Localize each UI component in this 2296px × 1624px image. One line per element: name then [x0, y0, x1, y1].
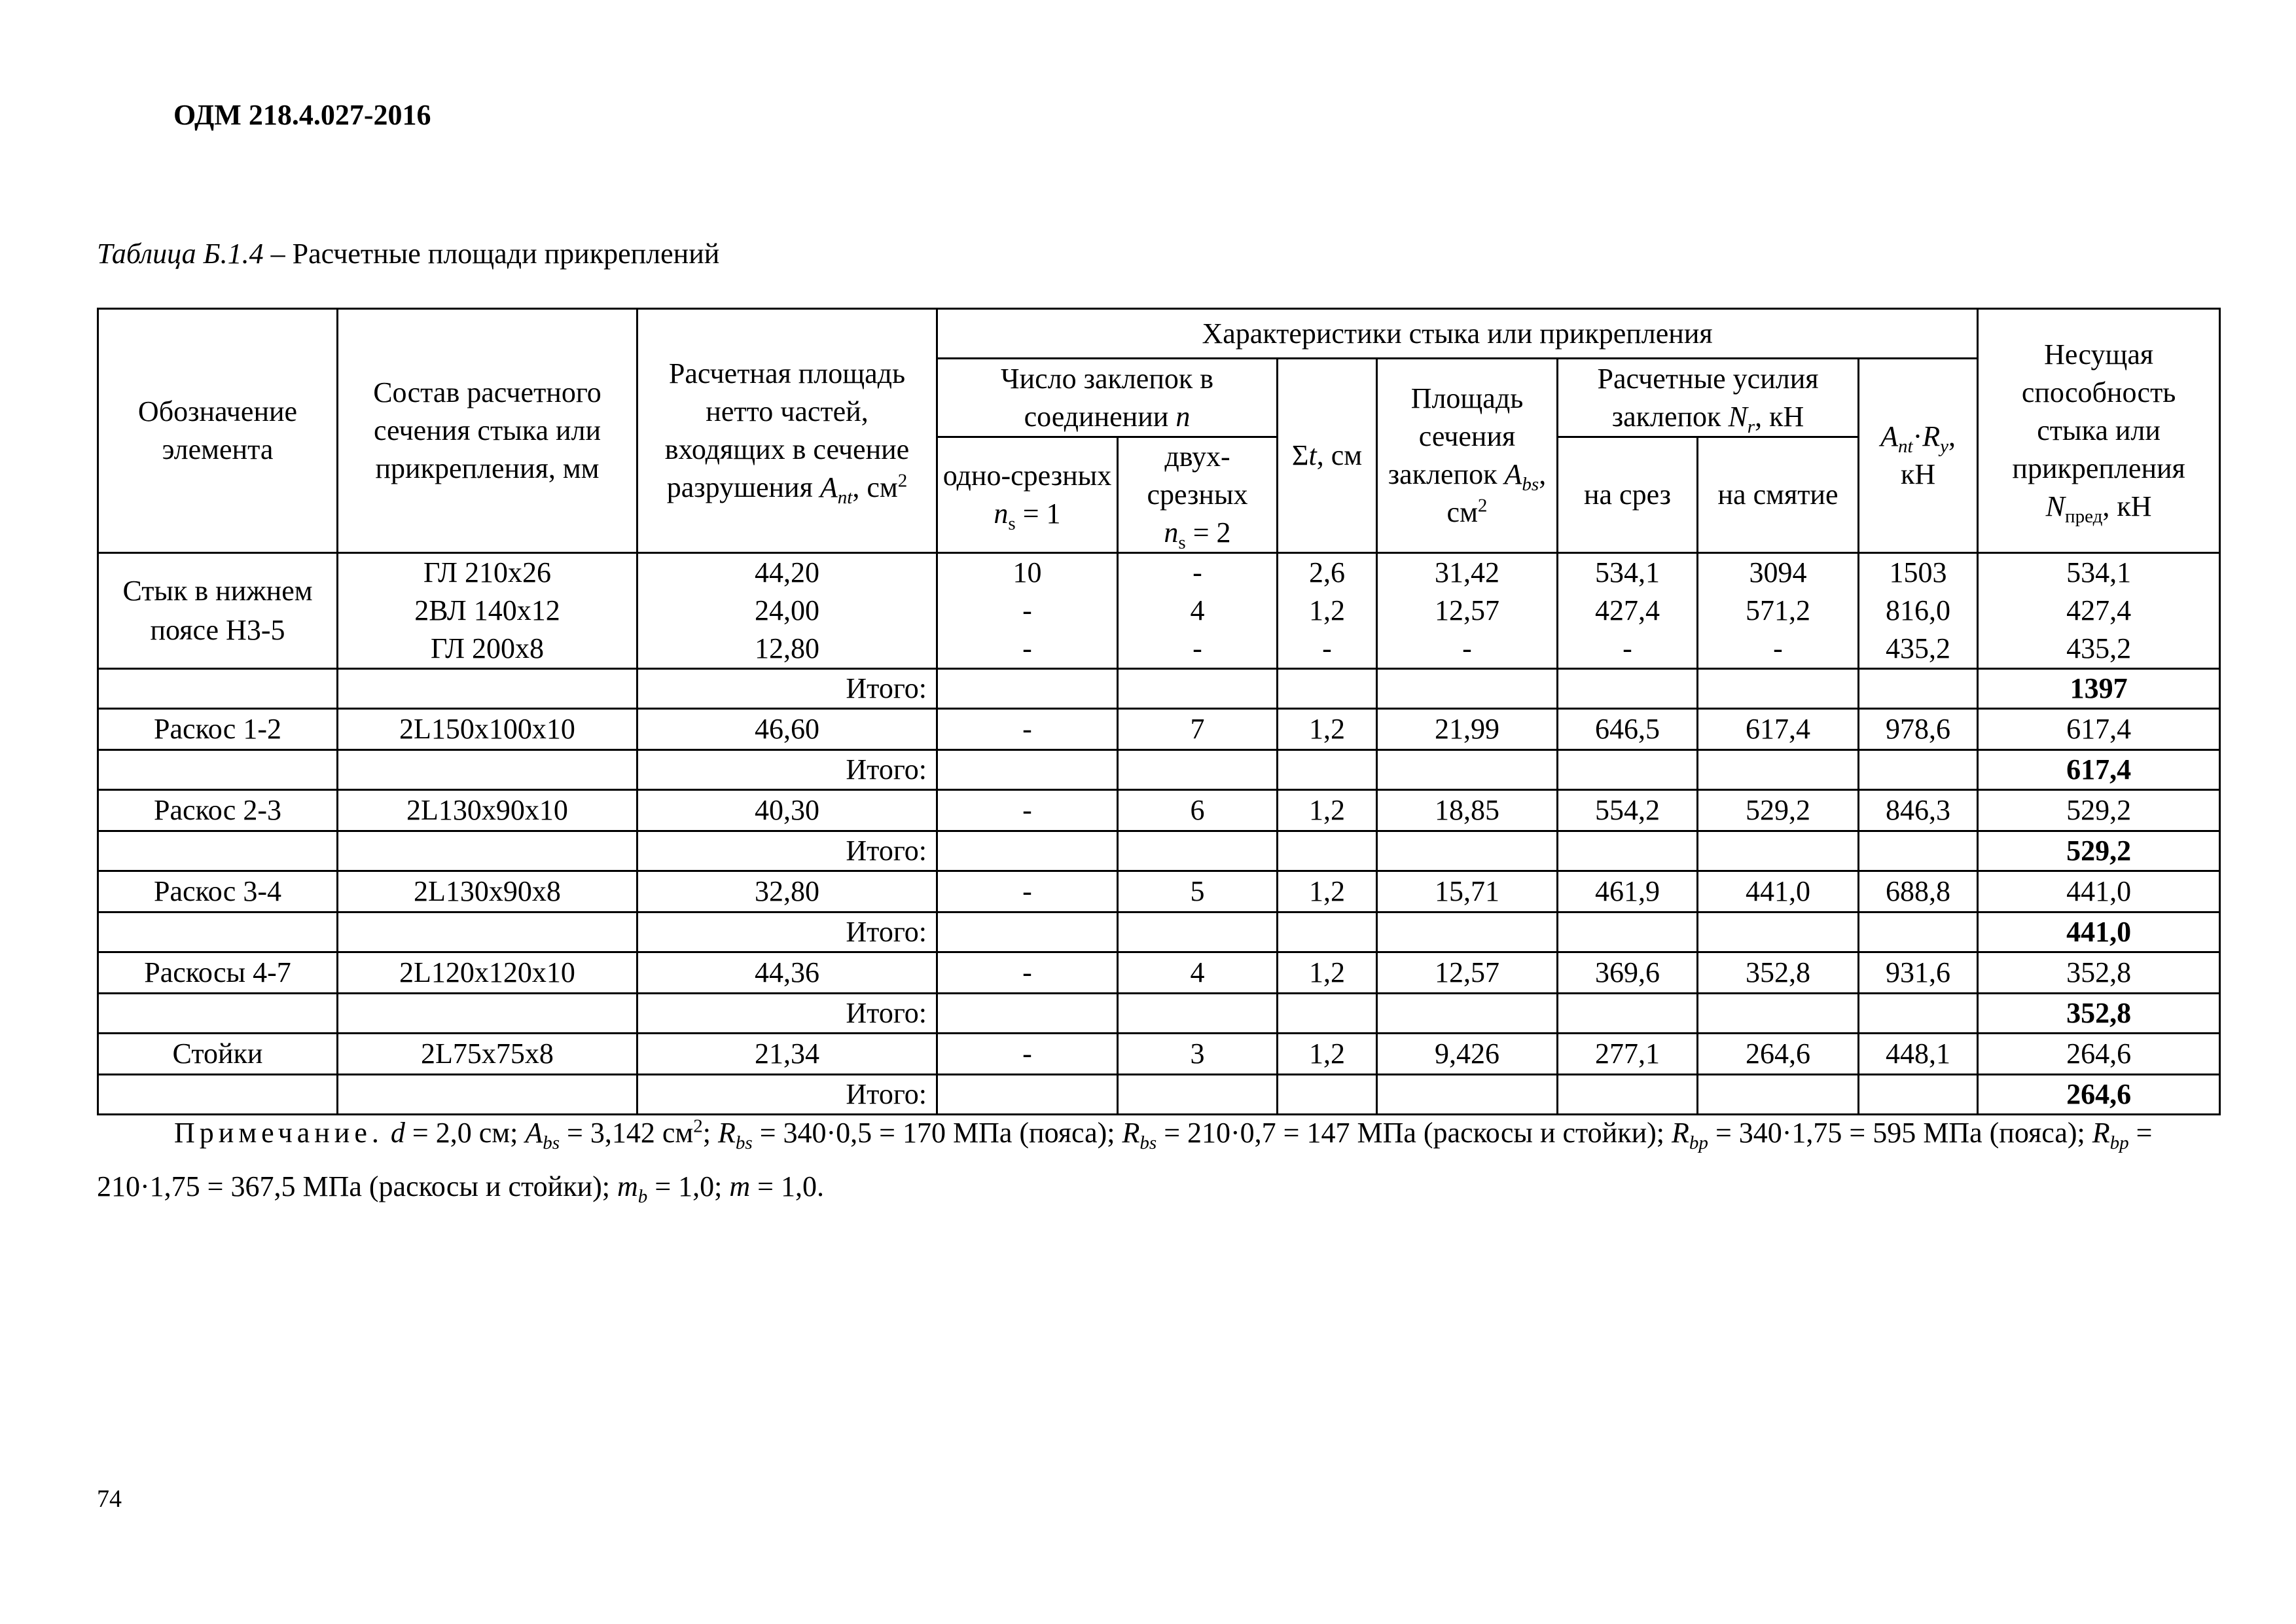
- total-empty: [1118, 831, 1278, 871]
- total-empty: [1698, 994, 1859, 1034]
- header-forces: [1558, 359, 1859, 437]
- note-m-value: = 1,0.: [750, 1170, 824, 1202]
- total-empty: [937, 831, 1118, 871]
- cell-net-area: 46,60: [637, 709, 937, 750]
- table-row: [98, 952, 2220, 994]
- total-empty: [1377, 831, 1558, 871]
- cell-capacity: 441,0: [1978, 871, 2220, 912]
- header-net-area-sup: 2: [897, 470, 908, 492]
- total-empty: [937, 669, 1118, 709]
- cell-element: Стойки: [98, 1034, 338, 1075]
- table-row: [98, 871, 2220, 912]
- header-single-shear-text: одно-срезных: [942, 460, 1112, 492]
- header-single-shear-sym: n: [994, 497, 1009, 530]
- cell-element: Раскосы 4-7: [98, 952, 338, 994]
- header-forces-unit: , кН: [1755, 400, 1804, 433]
- cell-double-shear: 4: [1118, 952, 1278, 994]
- cell-section: 2ВЛ 140х12: [338, 592, 637, 630]
- cell-ant-ry: 688,8: [1859, 871, 1978, 912]
- header-net-area-unit: см: [867, 471, 898, 503]
- note-rbp1-sym: R: [1672, 1117, 1689, 1149]
- note-rbs2-sym: R: [1122, 1117, 1140, 1149]
- total-empty: [1558, 669, 1698, 709]
- header-double-shear: [1118, 437, 1278, 553]
- table-head: [98, 309, 2220, 553]
- page-number: 74: [97, 1485, 122, 1513]
- table-row: [98, 1034, 2220, 1075]
- cell-single-shear: -: [937, 709, 1118, 750]
- cell-section: 2L120x120x10: [338, 952, 637, 994]
- cell-rivet-area: 18,85: [1377, 790, 1558, 831]
- header-forces-sym: N: [1728, 400, 1748, 433]
- cell-single-shear: 10: [937, 553, 1118, 592]
- cell-net-area: 12,80: [637, 630, 937, 669]
- header-sum-t: [1278, 359, 1377, 553]
- total-empty-section: [338, 669, 637, 709]
- total-empty: [1278, 994, 1377, 1034]
- cell-sum-t: 1,2: [1278, 952, 1377, 994]
- total-value: 617,4: [1978, 750, 2220, 790]
- cell-double-shear: 5: [1118, 871, 1278, 912]
- table-group: [98, 790, 2220, 831]
- total-empty: [1859, 750, 1978, 790]
- table-total-group: [98, 669, 2220, 709]
- total-label: Итого:: [637, 669, 937, 709]
- document-code: ОДМ 218.4.027-2016: [173, 99, 431, 131]
- header-section: Состав расчетного сечения стыка или прикрепления, мм: [338, 309, 637, 553]
- header-ant-ry-unit: , кН: [1900, 420, 1956, 490]
- header-capacity-unit: , кН: [2102, 490, 2152, 522]
- cell-sum-t: 1,2: [1278, 709, 1377, 750]
- table-row: [98, 553, 2220, 592]
- total-empty-element: [98, 669, 338, 709]
- header-shear: на срез: [1558, 437, 1698, 553]
- cell-sum-t: 1,2: [1278, 592, 1377, 630]
- total-row: [98, 994, 2220, 1034]
- note-label: Примечание.: [174, 1117, 384, 1149]
- cell-double-shear: -: [1118, 553, 1278, 592]
- note-abs-value: = 3,142 см: [560, 1117, 694, 1149]
- total-empty-section: [338, 831, 637, 871]
- total-value: 264,6: [1978, 1075, 2220, 1115]
- cell-single-shear: -: [937, 952, 1118, 994]
- total-label: Итого:: [637, 1075, 937, 1115]
- header-characteristics: Характеристики стыка или прикрепления: [937, 309, 1978, 359]
- cell-double-shear: -: [1118, 630, 1278, 669]
- header-ant-ry-r-sub: y: [1940, 435, 1948, 457]
- cell-section: 2L130x90x10: [338, 790, 637, 831]
- header-single-shear-val: = 1: [1015, 497, 1061, 530]
- table-row: [98, 790, 2220, 831]
- table-group: [98, 553, 2220, 669]
- cell-net-area: 40,30: [637, 790, 937, 831]
- total-empty: [1377, 750, 1558, 790]
- header-rivet-area-sup: 2: [1477, 495, 1488, 516]
- cell-crush-force: 617,4: [1698, 709, 1859, 750]
- note-rbp2-value: = 210·1,75 = 367,5 МПа (раскосы и стойки);: [97, 1117, 2153, 1202]
- total-empty: [1698, 750, 1859, 790]
- total-empty-element: [98, 994, 338, 1034]
- total-empty-element: [98, 912, 338, 952]
- header-double-shear-sub: s: [1178, 532, 1186, 553]
- header-capacity-sub: пред: [2065, 505, 2103, 527]
- cell-capacity: 617,4: [1978, 709, 2220, 750]
- total-empty: [1118, 912, 1278, 952]
- table-group: [98, 709, 2220, 750]
- table-total-group: [98, 750, 2220, 790]
- table-group: [98, 871, 2220, 912]
- cell-rivet-area: 12,57: [1377, 592, 1558, 630]
- header-ant-ry: [1859, 359, 1978, 553]
- header-rivet-area-sym: A: [1504, 458, 1522, 490]
- header-forces-text: Расчетные усилия заклепок: [1597, 362, 1819, 433]
- cell-section: 2L150x100x10: [338, 709, 637, 750]
- cell-shear-force: 534,1: [1558, 553, 1698, 592]
- cell-rivet-area: 9,426: [1377, 1034, 1558, 1075]
- total-label: Итого:: [637, 750, 937, 790]
- header-ant-ry-dot: ·: [1912, 420, 1923, 452]
- total-label: Итого:: [637, 994, 937, 1034]
- total-empty: [1278, 669, 1377, 709]
- header-sum-t-sigma: Σ: [1291, 439, 1309, 471]
- note-rbp2-sym: R: [2092, 1117, 2110, 1149]
- cell-sum-t: 1,2: [1278, 790, 1377, 831]
- header-rivet-count-text: Число заклепок в соединении: [1000, 362, 1214, 433]
- cell-double-shear: 4: [1118, 592, 1278, 630]
- cell-capacity: 529,2: [1978, 790, 2220, 831]
- cell-crush-force: 441,0: [1698, 871, 1859, 912]
- cell-sum-t: 2,6: [1278, 553, 1377, 592]
- table-caption: [97, 237, 719, 270]
- note-rbs2-sub: bs: [1139, 1132, 1157, 1153]
- total-empty-section: [338, 912, 637, 952]
- cell-capacity: 534,1: [1978, 553, 2220, 592]
- total-label: Итого:: [637, 831, 937, 871]
- caption-label: Таблица Б.1.4: [97, 238, 264, 270]
- cell-single-shear: -: [937, 790, 1118, 831]
- total-row: [98, 669, 2220, 709]
- cell-shear-force: 277,1: [1558, 1034, 1698, 1075]
- table-group: [98, 1034, 2220, 1075]
- cell-shear-force: 646,5: [1558, 709, 1698, 750]
- caption-dash: –: [263, 238, 293, 270]
- cell-rivet-area: 21,99: [1377, 709, 1558, 750]
- header-rivet-area-sub: bs: [1522, 473, 1539, 495]
- cell-section: 2L75x75x8: [338, 1034, 637, 1075]
- header-double-shear-val: = 2: [1185, 516, 1231, 549]
- header-single-shear: [937, 437, 1118, 553]
- cell-sum-t: 1,2: [1278, 1034, 1377, 1075]
- cell-net-area: 44,20: [637, 553, 937, 592]
- total-row: [98, 912, 2220, 952]
- cell-shear-force: 461,9: [1558, 871, 1698, 912]
- header-capacity-sym: N: [2045, 490, 2066, 522]
- total-empty: [937, 750, 1118, 790]
- header-net-area: Расчетная площадь нетто частей, входящих в сечение разрушения $A_{nt}$, $см^2$: [637, 309, 937, 553]
- header-capacity: [1978, 309, 2220, 553]
- header-rivet-area-text: Площадь сечения заклепок: [1388, 382, 1524, 490]
- header-sum-t-sym: t: [1308, 439, 1317, 471]
- header-rivet-area-unit: , см: [1446, 458, 1547, 528]
- header-crush: на смятие: [1698, 437, 1859, 553]
- cell-single-shear: -: [937, 1034, 1118, 1075]
- cell-single-shear: -: [937, 592, 1118, 630]
- rivet-area-table: [97, 308, 2221, 1115]
- cell-double-shear: 3: [1118, 1034, 1278, 1075]
- total-empty-section: [338, 994, 637, 1034]
- header-capacity-text: Несущая способность стыка или прикрепления: [2012, 338, 2185, 484]
- total-empty: [1698, 831, 1859, 871]
- note-d-sym: d: [390, 1117, 405, 1149]
- cell-ant-ry: 448,1: [1859, 1034, 1978, 1075]
- cell-section: ГЛ 210х26: [338, 553, 637, 592]
- header-net-area-sub: nt: [837, 486, 853, 508]
- total-empty: [1859, 912, 1978, 952]
- cell-net-area: 32,80: [637, 871, 937, 912]
- cell-crush-force: 571,2: [1698, 592, 1859, 630]
- note-sep: ;: [702, 1117, 718, 1149]
- cell-shear-force: -: [1558, 630, 1698, 669]
- total-empty: [1698, 912, 1859, 952]
- total-empty: [1558, 831, 1698, 871]
- total-empty: [1698, 669, 1859, 709]
- cell-crush-force: 529,2: [1698, 790, 1859, 831]
- header-net-area-sym: A: [819, 471, 838, 503]
- note-rbs2-value: = 210·0,7 = 147 МПа (раскосы и стойки);: [1157, 1117, 1672, 1149]
- note-mb-sym: m: [617, 1170, 638, 1202]
- cell-crush-force: 264,6: [1698, 1034, 1859, 1075]
- header-ant-ry-r: R: [1922, 420, 1941, 452]
- cell-rivet-area: 15,71: [1377, 871, 1558, 912]
- cell-element: Раскос 3-4: [98, 871, 338, 912]
- caption-text: Расчетные площади прикреплений: [292, 238, 720, 270]
- note-mb-value: = 1,0;: [647, 1170, 730, 1202]
- note-rbs1-sym: R: [717, 1117, 736, 1149]
- total-row: [98, 750, 2220, 790]
- total-row: [98, 831, 2220, 871]
- cell-rivet-area: 31,42: [1377, 553, 1558, 592]
- cell-section: 2L130x90x8: [338, 871, 637, 912]
- cell-capacity: 435,2: [1978, 630, 2220, 669]
- cell-ant-ry: 846,3: [1859, 790, 1978, 831]
- cell-ant-ry: 435,2: [1859, 630, 1978, 669]
- total-empty: [1377, 994, 1558, 1034]
- total-empty: [1118, 750, 1278, 790]
- cell-section: ГЛ 200х8: [338, 630, 637, 669]
- total-empty: [937, 912, 1118, 952]
- cell-rivet-area: 12,57: [1377, 952, 1558, 994]
- total-label: Итого:: [637, 912, 937, 952]
- total-empty: [1377, 669, 1558, 709]
- header-double-shear-text: двух-срезных: [1147, 441, 1248, 511]
- table-note: [97, 1106, 2219, 1214]
- total-empty: [1118, 669, 1278, 709]
- cell-capacity: 427,4: [1978, 592, 2220, 630]
- header-rivet-count: [937, 359, 1278, 437]
- note-rbs1-sub: bs: [735, 1132, 753, 1153]
- cell-shear-force: 554,2: [1558, 790, 1698, 831]
- header-forces-sub: r: [1747, 416, 1755, 437]
- table-total-group: [98, 912, 2220, 952]
- cell-ant-ry: 816,0: [1859, 592, 1978, 630]
- cell-sum-t: -: [1278, 630, 1377, 669]
- total-value: 529,2: [1978, 831, 2220, 871]
- cell-shear-force: 369,6: [1558, 952, 1698, 994]
- table-total-group: [98, 831, 2220, 871]
- note-rbp1-sub: bp: [1689, 1132, 1708, 1153]
- cell-element: Раскос 1-2: [98, 709, 338, 750]
- cell-single-shear: -: [937, 871, 1118, 912]
- note-abs-sym: A: [525, 1117, 543, 1149]
- total-empty: [1278, 912, 1377, 952]
- table-row: [98, 630, 2220, 669]
- cell-double-shear: 7: [1118, 709, 1278, 750]
- note-abs-sub: bs: [543, 1132, 560, 1153]
- header-element: Обозначение элемента: [98, 309, 338, 553]
- cell-ant-ry: 978,6: [1859, 709, 1978, 750]
- total-empty-element: [98, 831, 338, 871]
- note-mb-sub: b: [637, 1185, 648, 1207]
- cell-rivet-area: -: [1377, 630, 1558, 669]
- total-empty: [937, 994, 1118, 1034]
- total-empty: [1859, 669, 1978, 709]
- note-abs-sup: 2: [693, 1115, 703, 1137]
- cell-ant-ry: 1503: [1859, 553, 1978, 592]
- total-empty-element: [98, 750, 338, 790]
- total-empty: [1859, 831, 1978, 871]
- cell-element: Стык в нижнем поясе Н3-5: [98, 553, 338, 669]
- cell-crush-force: -: [1698, 630, 1859, 669]
- header-single-shear-sub: s: [1008, 513, 1016, 534]
- note-rbp1-value: = 340·1,75 = 595 МПа (пояса);: [1708, 1117, 2092, 1149]
- total-value: 1397: [1978, 669, 2220, 709]
- cell-crush-force: 3094: [1698, 553, 1859, 592]
- cell-element: Раскос 2-3: [98, 790, 338, 831]
- total-empty: [1377, 912, 1558, 952]
- cell-capacity: 352,8: [1978, 952, 2220, 994]
- total-empty: [1278, 831, 1377, 871]
- table-row: [98, 592, 2220, 630]
- total-empty: [1558, 912, 1698, 952]
- table-row: [98, 709, 2220, 750]
- total-empty: [1859, 994, 1978, 1034]
- total-empty-section: [338, 750, 637, 790]
- cell-ant-ry: 931,6: [1859, 952, 1978, 994]
- cell-net-area: 21,34: [637, 1034, 937, 1075]
- cell-double-shear: 6: [1118, 790, 1278, 831]
- header-rivet-area: [1377, 359, 1558, 553]
- total-empty: [1118, 994, 1278, 1034]
- table-total-group: [98, 994, 2220, 1034]
- header-net-area-text: Расчетная площадь нетто частей, входящих в сечение разрушения: [664, 357, 910, 503]
- header-sum-t-unit: , см: [1316, 439, 1363, 471]
- header-double-shear-sym: n: [1164, 516, 1179, 549]
- total-value: 441,0: [1978, 912, 2220, 952]
- total-value: 352,8: [1978, 994, 2220, 1034]
- cell-crush-force: 352,8: [1698, 952, 1859, 994]
- table-group: [98, 952, 2220, 994]
- total-empty: [1558, 994, 1698, 1034]
- cell-capacity: 264,6: [1978, 1034, 2220, 1075]
- note-m-sym: m: [729, 1170, 751, 1202]
- note-d-value: = 2,0 см;: [404, 1117, 526, 1149]
- header-ant-ry-a: A: [1880, 420, 1898, 452]
- header-ant-ry-a-sub: nt: [1897, 435, 1913, 457]
- cell-single-shear: -: [937, 630, 1118, 669]
- note-rbp2-sub: bp: [2109, 1132, 2129, 1153]
- total-empty: [1558, 750, 1698, 790]
- cell-sum-t: 1,2: [1278, 871, 1377, 912]
- header-rivet-count-sym: n: [1175, 400, 1191, 433]
- total-empty: [1278, 750, 1377, 790]
- cell-net-area: 44,36: [637, 952, 937, 994]
- note-rbs1-value: = 340·0,5 = 170 МПа (пояса);: [752, 1117, 1122, 1149]
- cell-net-area: 24,00: [637, 592, 937, 630]
- cell-shear-force: 427,4: [1558, 592, 1698, 630]
